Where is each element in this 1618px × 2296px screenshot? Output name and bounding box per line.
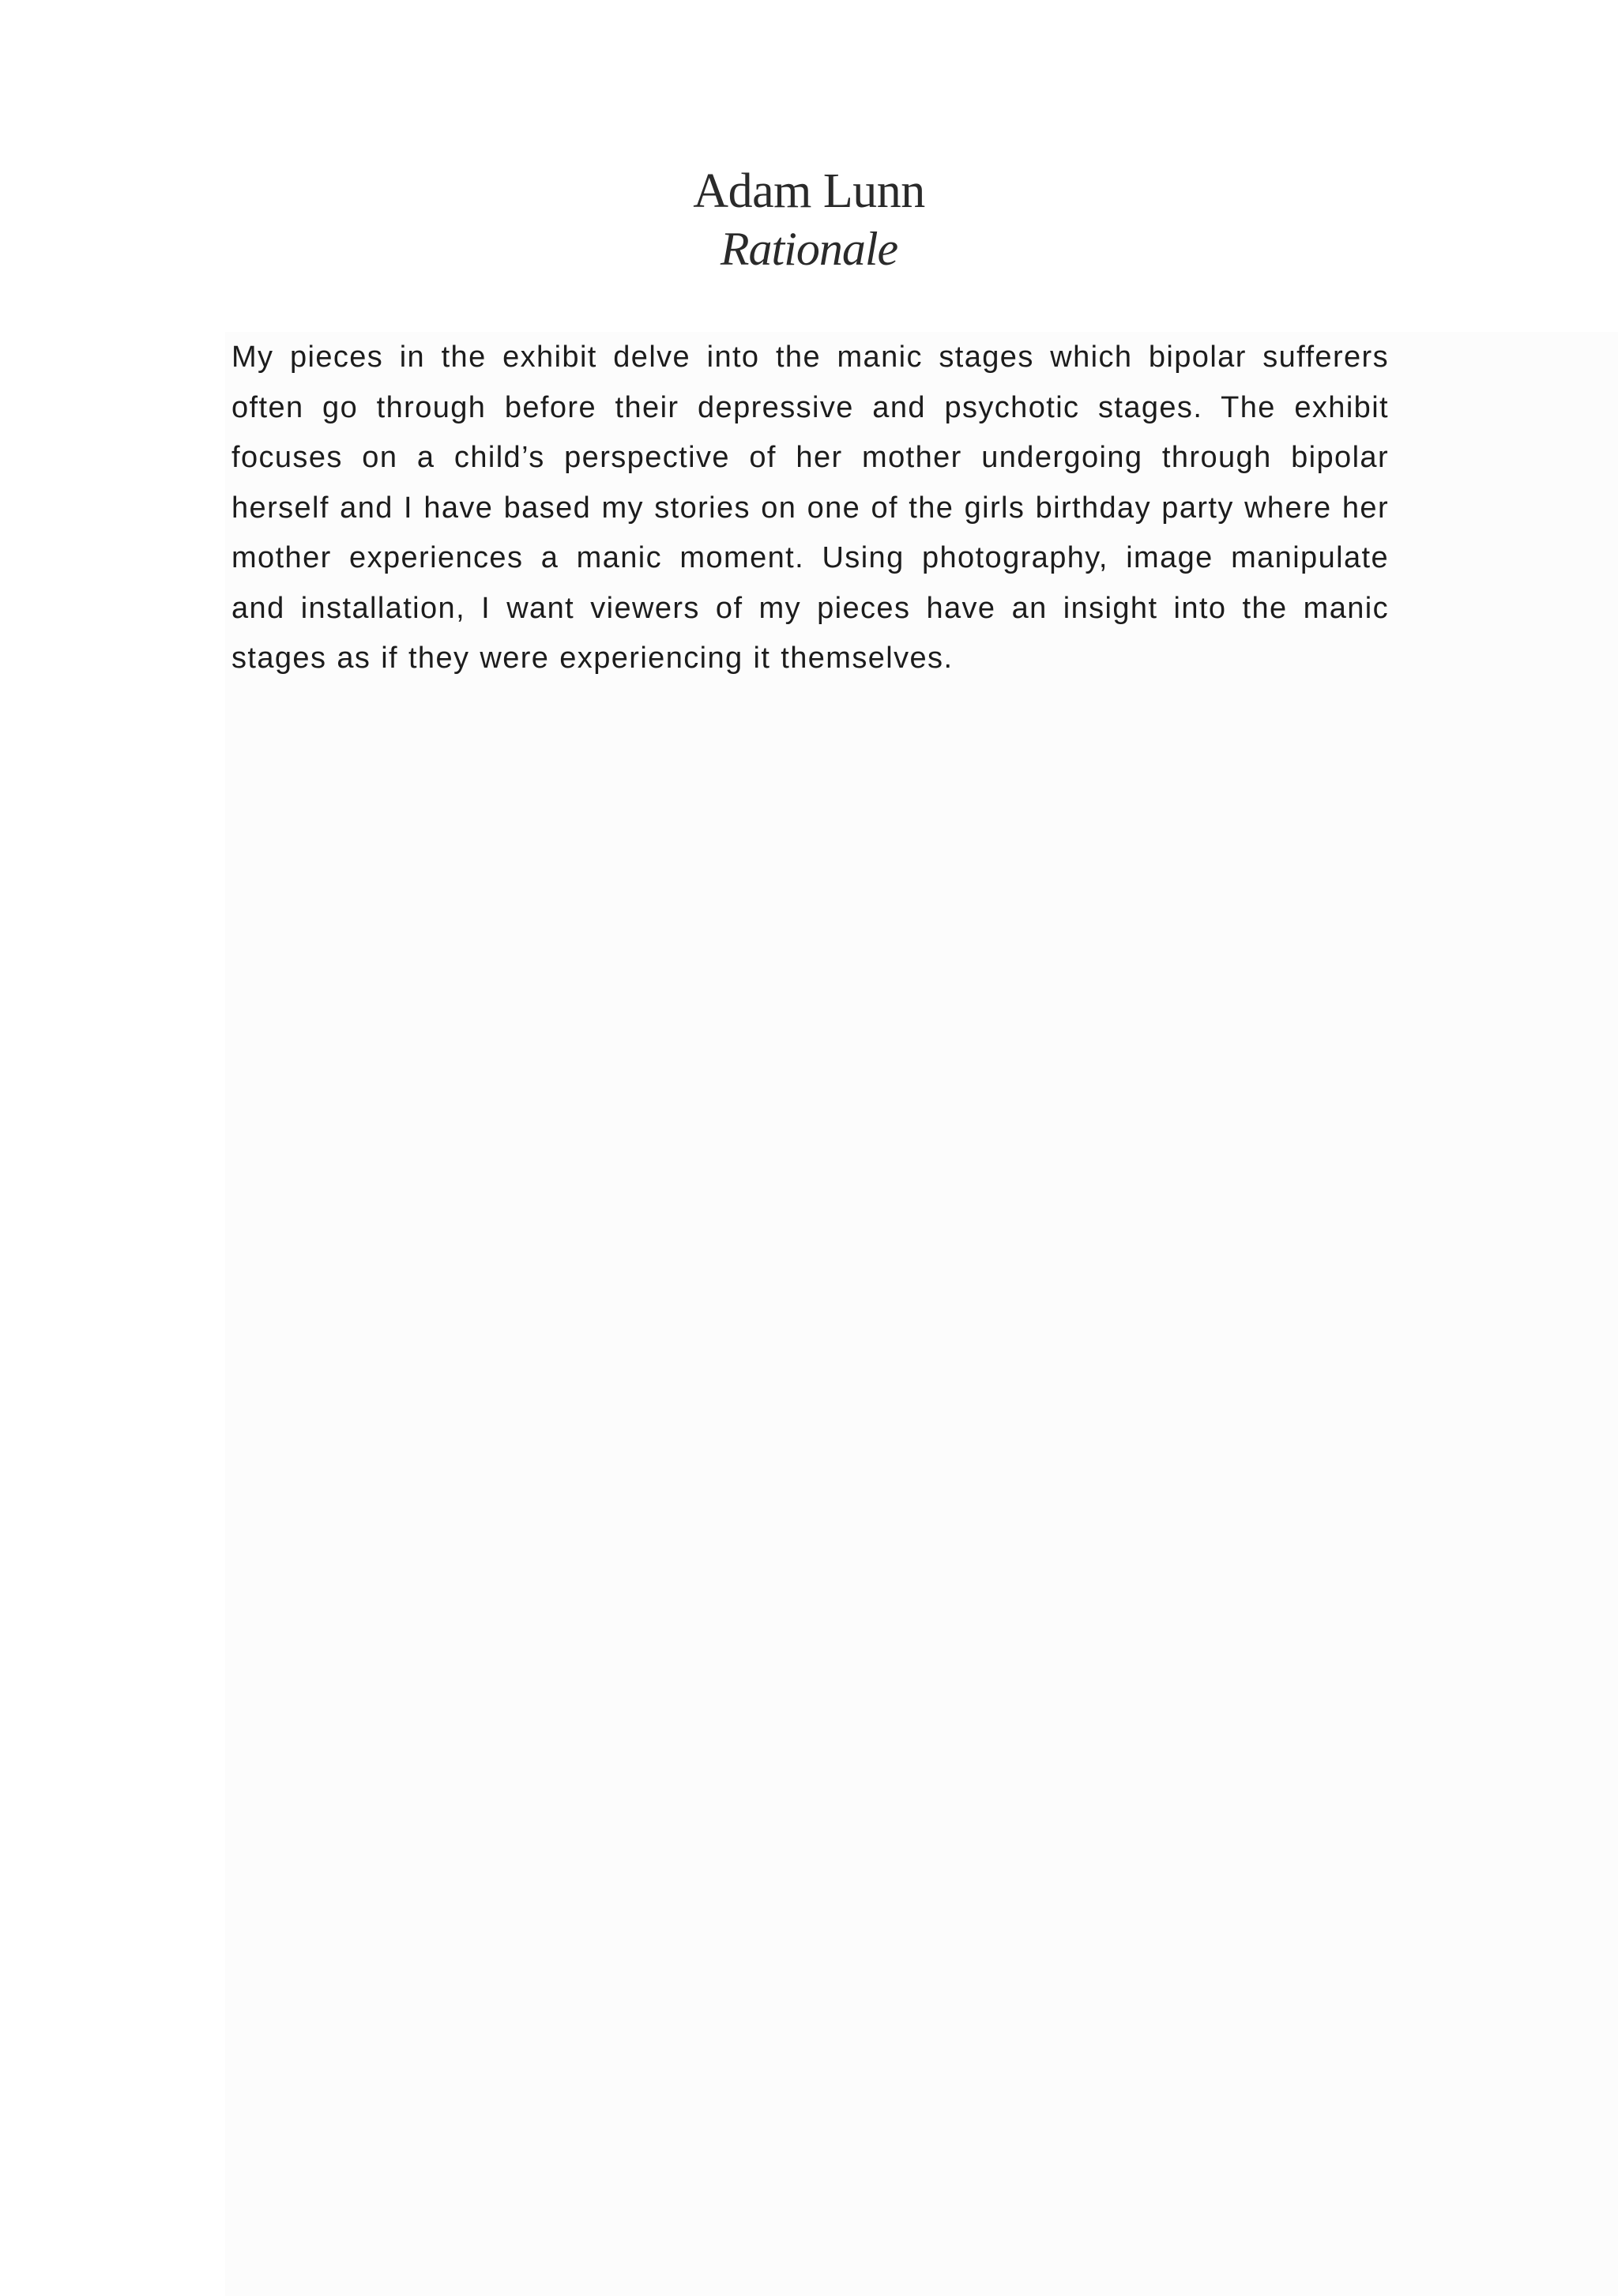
document-subtitle: Rationale [720, 223, 898, 275]
author-name: Adam Lunn [693, 164, 925, 218]
document-header [0, 158, 1618, 273]
rationale-paragraph: My pieces in the exhibit delve into the manic stages which bipolar sufferers often go through before their depressive and psychotic stages. The exhibit focuses on a child’s perspective of her mother undergoing through bipolar herself and I have based my stories on one of the girls birthday party where her mother experiences a manic moment. Using photography, image manipulate and installation, I want viewers of my pieces have an insight into the manic stages as if they were experiencing it themselves. [231, 341, 1389, 675]
